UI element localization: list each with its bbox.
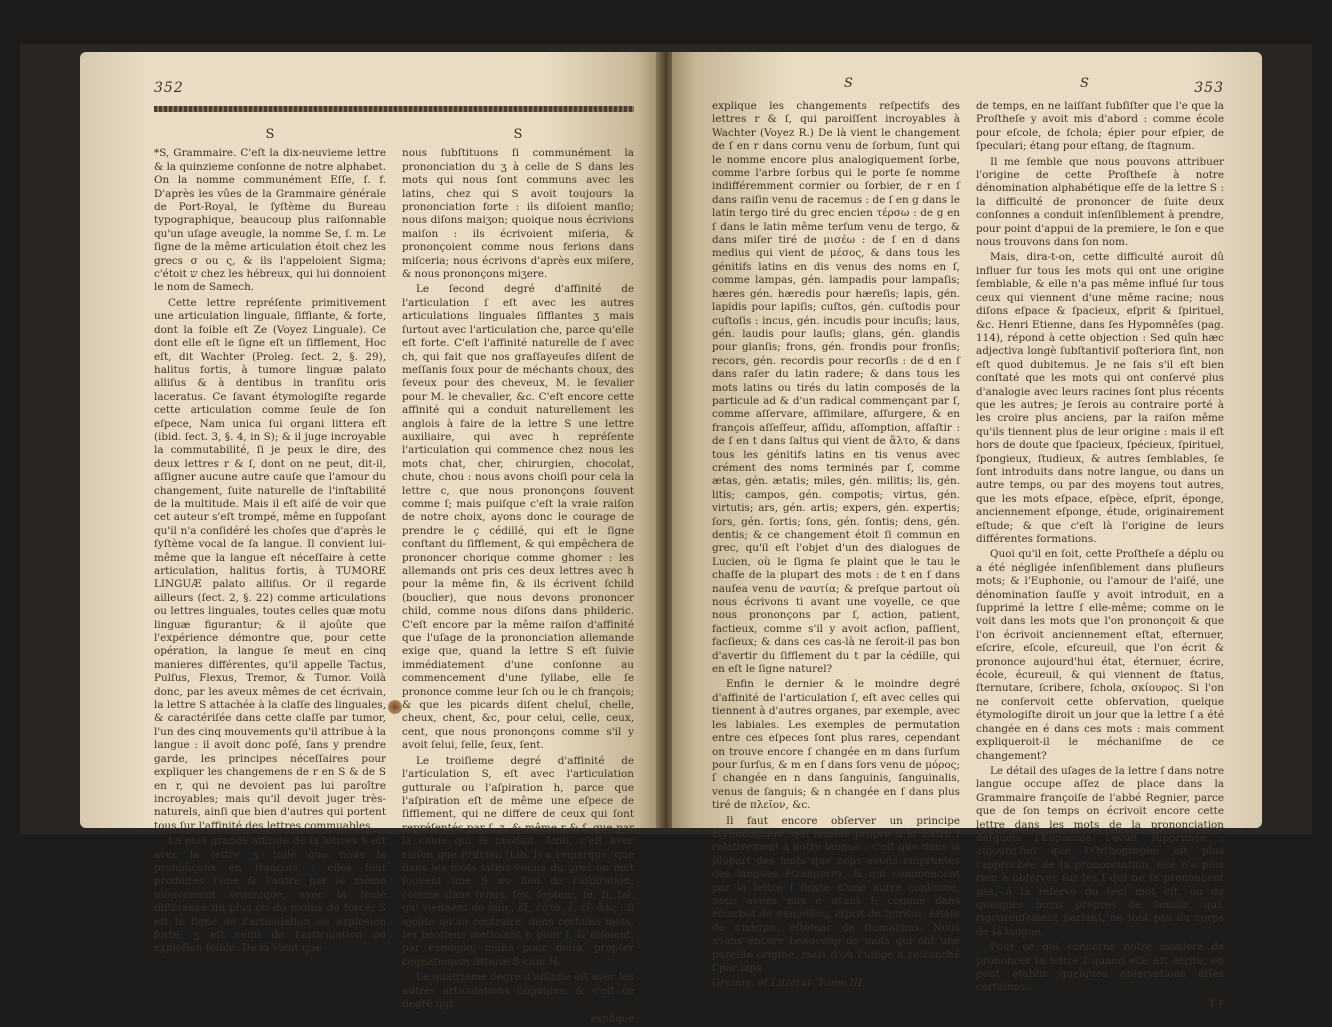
paragraph: Le quatrieme degré d'affinité eſt avec les autres articulations linguales; & c'eſt ce degré qui xyxy=(402,971,634,1010)
paragraph: de temps, en ne laiſſant ſubſiſter que l'e que la Proſtheſe y avoit mis d'abord : comme école pour eſcole, de ſchola; épier pour eſpier, de ſpeculari; étang pour eſtang, de ſtagnum. xyxy=(976,100,1224,153)
paragraph: Quoi qu'il en ſoit, cette Proſtheſe a déplu ou a été négligée inſenſiblement dans pluſieurs mots; & l'Euphonie, ou l'amour de l'aiſé, une dénomination ſauſſe y avoit introduit, en a ſupprimé la lettre ſ elle-même; comme on le voit dans les mots que l'on prononçoit & que l'on écrivoit anciennement eſtat, eſternuer, eſcrire, eſcole, eſcureuil, que l'on écrit & prononce aujourd'hui état, éternuer, écrire, école, écureuil, & qui viennent de ſtatus, ſternutare, ſcribere, ſchola, σκίουρος. Si l'on ne conſervoit cette obſervation, quelque étymologiſte diroit un jour que la lettre ſ a été changée en é dans ces mots : mais comment expliqueroit-il le méchaniſme de ce changement? xyxy=(976,548,1224,762)
paragraph: Le troiſieme degré d'affinité de l'articulation S, eſt avec l'articulation gutturale ou l'aſpiration h, parce que l'aſpiration eſt de même une eſpece de ſifflement, qui ne differe de ceux qui ſont repréſentés par ſ, ʒ, & même r & ſ, que par la cauſe qui le produit. Ainſi, c'eſt avec raiſon que Priſcien (Lib. I) a remarqué, que dans les mots latins venus du grec on met ſouvent une S au lieu de l'aſpiration; comme dans ſemis, ſex, ſeptem, ſe, ſi, ſal, qui viennent de ἡμὶς, ἕξ, ἑπτὰ, ἑ, εἰ, ἅλς : il ajoûte qu'au contraire, dans certains mots, les béotiens mettoient h pour ſ, & diſoient, par exemple, muha pour muſa, propter cognationem litteræ S cum H. xyxy=(402,754,634,968)
signature-mark: Y y xyxy=(1208,997,1224,1009)
catchword: explique xyxy=(590,1014,634,1026)
running-head: S xyxy=(844,76,853,91)
paragraph: Cette lettre repréſente primitivement une articulation linguale, ſifflante, & forte, dont la foible eſt Ze (Voyez Linguale). Ce dont elle eſt le ſigne eſt un ſifflement, Hoc eſt, dit Wachter (Proleg. ſect. 2, §. 29), halitus fortis, à tumore linguæ palato alliſus & à dentibus in tranſitu oris laceratus. Ce ſavant étymologiſte regarde cette articulation comme ſeule de ſon eſpece, Nam unica ſui organi littera eſt (ibid. ſect. 3, §. 4, in S); & il juge incroyable la commutabilité, ſi je peux le dire, des deux lettres r & ſ, dont on ne peut, dit-il, aſſigner aucune autre cauſe que l'amour du changement, ſuite naturelle de l'inſtabilité de la multitude. Mais il eſt aiſé de voir que cet auteur s'eſt trompé, même en ſuppoſant qu'il n'a conſidéré les choſes que d'après le ſyſtème vocal de ſa langue. Il convient lui-même que la langue eſt néceſſaire à cette articulation, halitus fortis, à TUMORE LINGUÆ palato alliſus. Or il regarde ailleurs (ſect. 2, §. 22) comme articulations ou lettres linguales, toutes celles quæ motu linguæ figurantur; & il ajoûte que l'expérience démontre que, pour cette opération, la langue ſe meut en cinq manieres différentes, qu'il appelle Tactus, Pulſus, Flexus, Tremor, & Tumor. Voilà donc, par les aveux mêmes de cet écrivain, la lettre S attachée à la claſſe des linguales, & caractériſée dans cette claſſe par tumor, l'un des cinq mouvements qu'il attribue à la langue : il avoit donc poſé, ſans y prendre garde, les principes néceſſaires pour expliquer les changemens de r en S & de S en r, qui ne devoient pas lui paroître incroyables; mais qu'il devoit juger très-naturels, ainſi que bien d'autres qui portent tous ſur l'affinité des lettres commuables. xyxy=(154,296,386,832)
left-column-a xyxy=(154,127,386,955)
paragraph: Il faut encore obſerver un principe étymologique, qui ſemble propre à la lettre ſ relativement à notre langue : c'eſt que dans la plupart des mots que nous avons empruntés des langues étrangeres, & qui commencent par la lettre ſ ſuivie d'une autre conſonne, nous avons mis e avant ſ; comme dans eſcarbot de σκαράβος, eſprit de ſpiritus, eſtaſe de σπάσμα, eſtomac de ſtomachus. Nous avons encore beaucoup de mots qui ont une pareille origine, mais d'où l'uſage a retranché ſ par laps xyxy=(712,814,960,974)
right-page xyxy=(672,52,1262,1009)
paragraph: nous ſubſtituons ſi communément la prononciation du ʒ à celle de S dans les mots qui nous ſont communs avec les latins, chez qui S avoit toujours la prononciation forte : ils diſoient manſio; nous diſons maiʒon; quoique nous écrivions maiſon : ils écrivoient miſeria, & prononçoient comme nous ferions dans miſceria; nous écrivons d'après eux miſere, & nous prononçons miʒere. xyxy=(402,147,634,281)
ornamental-rule xyxy=(154,106,634,112)
paragraph: *S, Grammaire. C'eſt la dix-neuvieme lettre & la quinzieme conſonne de notre alphabet. On la nomme communément Eſſe, ſ. f. D'après les vûes de la Grammaire générale de Port-Royal, le ſyſtème du Bureau typographique, beaucoup plus raiſonnable qu'un uſage aveugle, la nomme Se, ſ. m. Le ſigne de la même articulation étoit chez les grecs σ ou ς, & ils l'appeloient Sigma; c'étoit ש chez les hébreux, qui lui donnoient le nom de Samech. xyxy=(154,147,386,294)
right-column-b xyxy=(976,100,1224,1009)
ink-stain xyxy=(388,700,402,714)
open-book xyxy=(20,44,1312,1026)
page-number-right: 353 xyxy=(1194,80,1224,96)
page-number-left: 352 xyxy=(154,80,184,96)
paragraph: Enfin le dernier & le moindre degré d'affinité de l'articulation ſ, eſt avec celles qui tiennent à d'autres organes, par exemple, avec les labiales. Les exemples de permutation entre ces eſpeces ſont plus rares, cependant on trouve encore ſ changée en m dans ſurſum pour ſurſus, & m en ſ dans ſors venu de μόρος; ſ changée en n dans ſanguinis, ſanguinalis, venus de ſanguis; & n changée en ſ dans plus tiré de πλεῖον, &c. xyxy=(712,678,960,812)
left-page xyxy=(80,52,660,1026)
paragraph: Mais, dira-t-on, cette difficulté auroit dû influer ſur tous les mots qui ont une origine ſemblable, & elle n'a pas même influé ſur tous ceux qui viennent d'une même racine; nous diſons eſpace & ſpacieux, eſprit & ſpirituel, &c. Henri Etienne, dans ſes Hypomnêſes (pag. 114), répond à cette objection : Sed quîn hæc adjectiva longè ſubſtantiviſ poſteriora ſint, non eſt quod dubitemus. Je ne ſais s'il eſt bien conſtaté que les mots qui ont conſervé plus d'analogie avec leurs racines ſont plus récents que les autres; je ſerois au contraire porté à les croire plus anciens, par la raiſon même qu'ils tiennent plus de leur origine : mais il eſt hors de doute que ſpacieux, ſpécieux, ſpirituel, ſpongieux, ſtudieux, & autres ſemblables, ſe ſont introduits dans notre langue, ou dans un autre temps, ou par des moyens tout autres, que les mots eſpace, eſpèce, eſprit, éponge, anciennement eſponge, étude, originairement eſtude; & que c'eſt là l'origine de leurs différentes formations. xyxy=(976,251,1224,545)
running-head: S xyxy=(1080,76,1089,91)
column-heading: S xyxy=(513,127,523,142)
paragraph: Il me ſemble que nous pouvons attribuer l'origine de cette Proſtheſe à notre dénomination alphabétique eſſe de la lettre S : la difficulté de prononcer de ſuite deux conſonnes a conduit inſenſiblement à prendre, pour point d'appui de la premiere, le ſon e que nous trouvons dans ſon nom. xyxy=(976,155,1224,249)
volume-footer: Gramm. et Littérat. Tome III. xyxy=(712,977,866,990)
column-heading: S xyxy=(265,127,275,142)
paragraph: explique les changements reſpectifs des lettres r & ſ, qui paroiſſent incroyables à Wachter (Voyez R.) De là vient le changement de ſ en r dans cornu venu de ſorbum, ſunt qui le nomme encore plus analogiquement ſorbe, comme l'arbre ſorbus qui le porte ſe nomme indifféremment cormier ou ſorbier, de r en ſ dans raiſin venu de racemus : de ſ en g dans le latin tergo tiré du grec encien τέρσω : de g en ſ dans le latin même terſum venu de tergo, & dans miſer tiré de μισέω : de ſ en d dans medius qui vient de μέσος, & dans tous les génitifs latins en dis venus des noms en ſ, comme lampas, gén. lampadis pour lampaſis; hæres gén. hæredis pour hæreſis; lapis, gén. lapidis pour lapiſis; cuſtos, gén. cuſtodis pour cuſtoſis : incus, gén. incudis pour incuſis; laus, gén. laudis pour lauſis; glans, gén. glandis pour glanſis; frons, gén. frondis pour fronſis; recors, gén. recordis pour recorſis : de d en ſ dans raſer du latin radere; & dans tous les mots latins ou tirés du latin composés de la particule ad & d'un radical commençant par ſ, comme aſſervare, aſſimilare, aſſurgere, & en françois aſſeſſeur, aſſidu, aſſomption, aſſaſtir : de ſ en t dans ſaltus qui vient de ἅλτο, & dans tous les génitifs latins en tis venus avec crément des noms terminés par ſ, comme ætas, gén. ætatis; miles, gén. militis; lis, gén. litis; campos, gén. compotis; virtus, gén. virtutis; ars, gén. artis; expers, gén. expertis; ſors, gén. ſortis; ſons, gén. ſontis; dens, gén. dentis; & ce changement étoit ſi commun en grec, qu'il eſt l'objet d'un des dialogues de Lucien, où le ſigma ſe plaint que le tau le chaſſe de la plupart des mots : de t en ſ dans nauſea venu de ναυτία; & preſque partout où nous écrivons ti avant une voyelle, ce que nous prononçons par ſ, action, patient, factieux, comme s'il y avoit acſion, paſſient, facſieux; & dans ces cas-là ne ſeroit-il pas bon d'avertir du ſifflement du t par la cédille, qui en eſt le ſigne naturel? xyxy=(712,100,960,676)
paragraph: Le ſecond degré d'affinité de l'articulation ſ eſt avec les autres articulations linguales ſifflantes ʒ mais ſurtout avec l'articulation che, parce qu'elle eſt forte. C'eſt l'affinité naturelle de ſ avec ch, qui fait que nos graſſayeuſes diſent de meſſanis ſoux pour de méchants choux, des ſeveux pour des cheveux, M. le ſevalier pour M. le chevalier, &c. C'eſt encore cette affinité qui a conduit naturellement les anglois à faire de la lettre S une lettre auxiliaire, qui avec h repréſente l'articulation qui commence chez nous les mots chat, cher, chirurgien, chocolat, chute, chou : nous avons choiſi pour cela la lettre c, que nous prononçons ſouvent comme ſ; mais puiſque c'eſt la vraie raiſon de notre choix, ayons donc le courage de prendre le ç cédillé, qui eſt le ſigne conſtant du ſifflement, & qui empêchera de prononcer chorique comme ghomer : les allemands ont pris ces deux lettres avec h pour la même fin, & ils écrivent ſchild (bouclier), que nous devons prononcer child, comme nous diſons dans philderic. C'eſt encore par la même raiſon d'affinité que l'uſage de la prononciation allemande exige que, quand la lettre S eſt ſuivie immédiatement d'une conſonne au commencement d'une ſyllabe, elle ſe prononce comme leur ſch ou le ch françois; & que les picards diſent cheluî, chelle, cheux, chent, &c, pour celui, celle, ceux, cent, que nous prononçons comme s'il y avoit ſelui, ſelle, ſeux, ſent. xyxy=(402,283,634,752)
paragraph: Pour ce qui concerne notre maniere de prononcer la lettre ſ quand elle eſt écrite, on peut établir quelques obſervations aſſez certaines. xyxy=(976,941,1224,994)
paragraph: Le détail des uſages de la lettre ſ dans notre langue occupe aſſez de place dans la Grammaire françoiſe de l'abbé Regnier, parce que de ſon temps on écrivoit encore cette lettre dans les mots de la prononciation deſquels l'Euphonie l'avoit ſupprimée : aujourd'hui que l'Orthographe eſt plus rapprochée de la prononciation, elle n'a plus rien à obſerver ſur les ſ qui ne ſe prononcent pas, à la réſerve du ſeul mot eſt, ou de quelques noms propres de famille, qui, rigoureuſement parlant, ne ſont pas du corps de la langue. xyxy=(976,764,1224,938)
paragraph: La plus grande affinité de la lettres S eſt avec la lettre ʒ, telle que nous la prononçons en françois : elles ſont produites l'une & l'autre par le même mouvement organique, avec la ſeule différence du plus ou du moins de force; S eſt le ſigne de l'articulation ou explosion forte; ʒ eſt celui de l'articulation ou exploſion foible. De là vient que xyxy=(154,835,386,955)
right-column-a xyxy=(712,100,960,990)
left-column-b xyxy=(402,127,634,1026)
